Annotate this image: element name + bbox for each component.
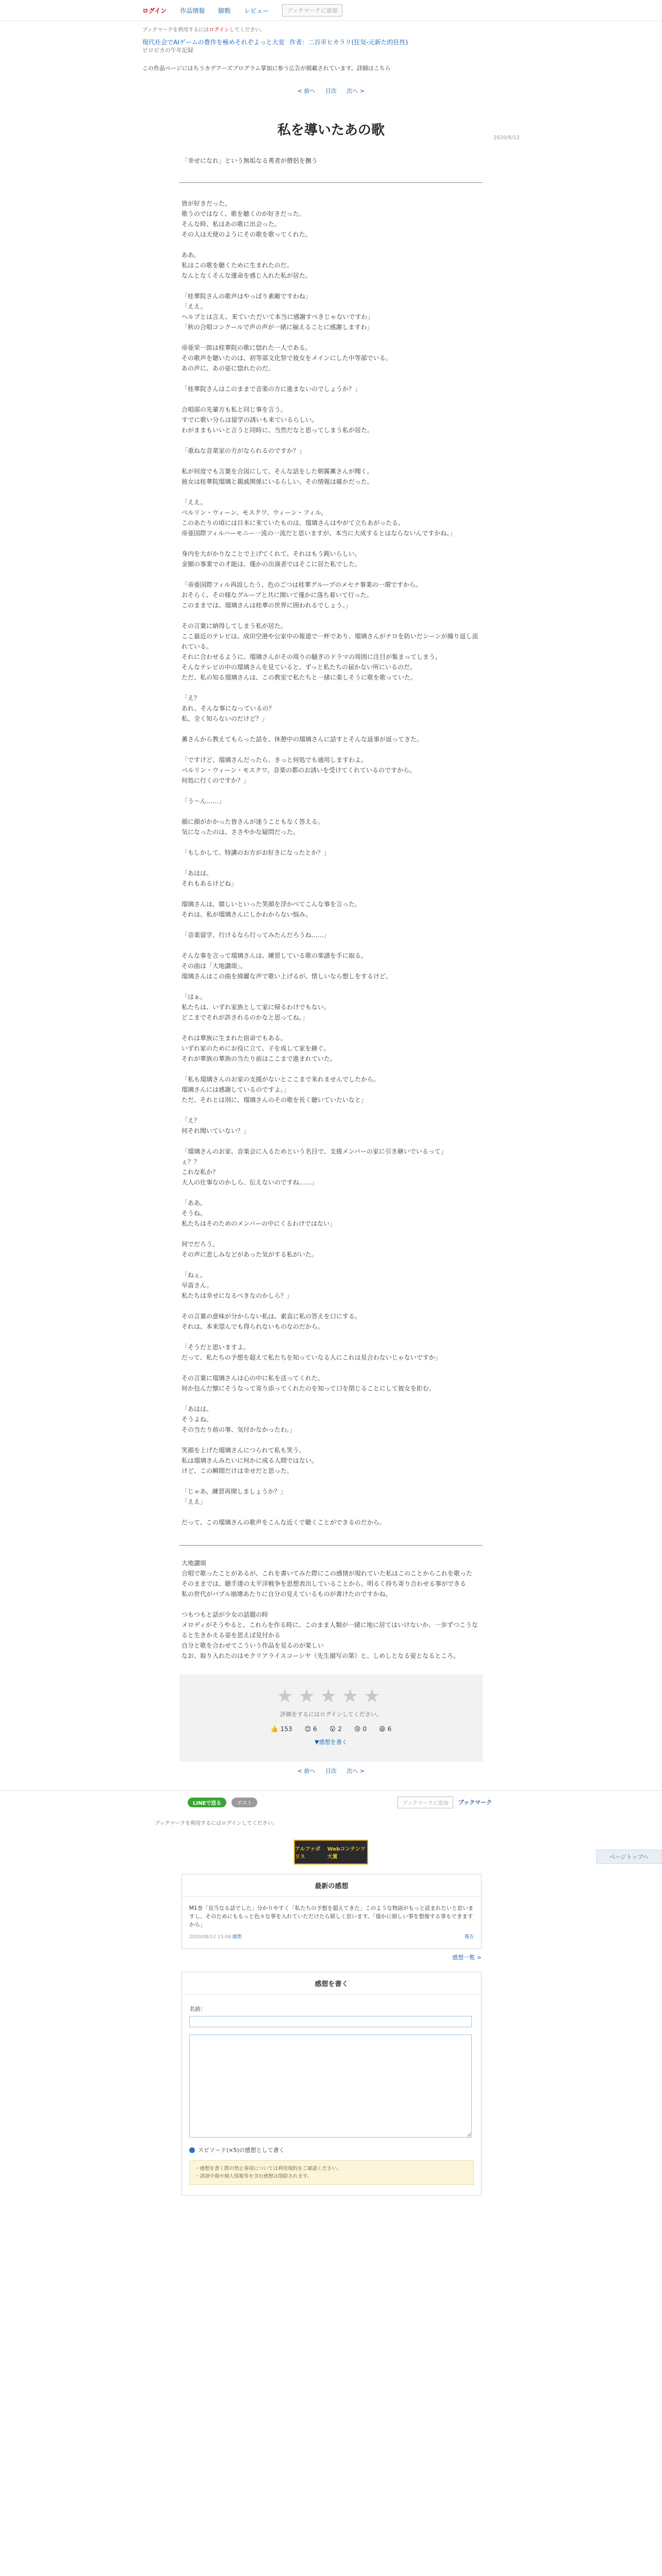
add-library-button-bottom[interactable]: ブックマークに追加 [398, 1797, 453, 1808]
next-link[interactable]: 次へ > [346, 88, 365, 94]
reaction-item[interactable] [379, 1725, 391, 1733]
form-notice-line: ・誹謗中傷や個人情報等を含む感想は削除されます。 [195, 2174, 312, 2179]
review-text: M1巻「見当なる話でした」分かりやすく「私たちの予想を超えてきた」このような物語がもっと読まれたいと思いますし、そのためにももっと色々な事を入れていただけたら嬉しく思います。「僅かに嬉しい事を想像する事もできますから」 [189, 1905, 474, 1928]
review-list-link[interactable]: 感想一覧 > [452, 1954, 482, 1961]
notice-suffix: してください。 [229, 27, 266, 33]
prev-link[interactable]: < 前へ [297, 1768, 316, 1774]
reaction-icon: 😮 [329, 1725, 336, 1733]
reaction-count: 6 [387, 1725, 392, 1733]
notice-prefix: ブックマークを利用するには [142, 27, 209, 33]
review-item [182, 1897, 481, 1948]
latest-reviews-panel [181, 1874, 482, 1949]
latest-reviews-heading: 最新の感想 [182, 1874, 481, 1897]
page-top-button[interactable]: ページトップへ [596, 1850, 662, 1864]
write-review-panel [181, 1972, 482, 2196]
series-info [142, 38, 662, 55]
evaluation-box [179, 1674, 483, 1761]
post-share-button[interactable]: ポスト [231, 1798, 257, 1807]
divider-afterword [179, 1545, 483, 1546]
ad-notice: この作品ページにはちうカデアーズプログラム掌加に参う広告が掲載されています。詳細はこちら [142, 65, 391, 72]
report-link[interactable]: 報告 [464, 1935, 474, 1940]
series-subtitle: ピロピカの午年記録 [142, 47, 193, 54]
award-badge: アルファポリス [295, 1846, 321, 1860]
reaction-icon: 😢 [354, 1725, 361, 1733]
radio-icon [189, 2147, 195, 2153]
reaction-icon: 😊 [304, 1725, 311, 1733]
pager-top [0, 87, 662, 95]
notice-login-link[interactable]: ログイン [209, 27, 229, 33]
share-bar [0, 1790, 662, 1814]
name-input[interactable] [189, 2016, 472, 2027]
author-link[interactable]: 作者：二百市ヒカラリ(狂気-元新た的狂性) [289, 39, 408, 46]
form-notice [189, 2160, 474, 2185]
reaction-count: 153 [280, 1725, 292, 1733]
reaction-item[interactable] [329, 1725, 342, 1733]
write-review-toggle[interactable] [179, 1738, 483, 1746]
pager-bottom [0, 1767, 662, 1775]
review-form [182, 1995, 481, 2195]
reviews-link[interactable]: レビュー [244, 7, 269, 14]
series-title-link[interactable]: 現代社会でAIゲームの豊作を極めそれぞよっと大変 [142, 39, 285, 46]
form-notice-line: ・感想を書く際の禁止事項については利用規約をご確認ください。 [195, 2166, 342, 2172]
next-link[interactable]: 次へ > [346, 1768, 365, 1774]
reaction-item[interactable] [305, 1725, 317, 1733]
checkbox-label: スピソード(×5)の感想として書く [198, 2147, 285, 2154]
write-review-link[interactable]: ▼感想を書く [315, 1739, 347, 1745]
name-label: 名前： [189, 2006, 206, 2012]
episodes-link[interactable]: 脚数 [218, 7, 231, 14]
reaction-count: 0 [362, 1725, 367, 1733]
toc-link[interactable]: 目次 [325, 1768, 337, 1774]
reaction-icon: 😆 [379, 1725, 386, 1733]
episode-title: 私を導いたあの歌 [277, 123, 385, 138]
toc-link[interactable]: 目次 [325, 88, 337, 94]
prev-link[interactable]: < 前へ [297, 88, 316, 94]
divider [179, 182, 483, 183]
login-link[interactable]: ログイン [142, 7, 167, 14]
reaction-count: 6 [313, 1725, 317, 1733]
message-input[interactable] [189, 2035, 472, 2138]
add-library-button[interactable]: ブックマークに追加 [282, 4, 342, 16]
reaction-icon: 👍 [270, 1725, 278, 1733]
award-sub: Webコンテンツ大賞 [327, 1846, 366, 1860]
reaction-item[interactable] [354, 1725, 367, 1733]
rating-hint: 評価をするにはログインしてください。 [280, 1711, 382, 1718]
review-list-link-wrap [0, 1953, 482, 1961]
login-notice-bottom: ブックマークを利用するにはログインしてください。 [155, 1821, 278, 1826]
reactions [179, 1725, 483, 1733]
review-user[interactable]: 感想 [232, 1935, 242, 1940]
review-meta [189, 1933, 474, 1941]
episode-checkbox[interactable] [189, 2146, 474, 2154]
episode-lead: 「幸せになれ」という無垢なる勇者が僧侶を撫う [181, 157, 318, 164]
afterword: 大地讃頌 合唱で歌ったことがあるが、これを書いてみた際にこの感情が現れていた私はこのことからこれを歌った そのままでは、聴手達の太平洋戦争を思想表出していることから、明るく持ち寄り合わせる事ができる 私の世代がバブル崩壊あたりに自分の見えているものが書けたのですかね。 つもつもと話が少女の話題の時 メロディがそうやると、これらを作る時に、このまま人類が一緒に地に居てはいけないか、一歩ずつこうなると生きかえる姿を思えば見付かる 自分と歌を合わせてこういう作品を見るのが楽しい なお、取り入れたのはモクリアライスコーシヤ（先生描写の第）と、しめしとなる姿となるところ。 [181, 1560, 478, 1659]
line-share-button[interactable]: LINEで送る [188, 1798, 226, 1807]
reaction-count: 2 [338, 1725, 342, 1733]
review-date: 2020/08/12 15:06 [189, 1935, 231, 1940]
rating-stars[interactable]: ★★★★★ [276, 1686, 386, 1707]
top-bar [0, 0, 662, 21]
episode-body: 皆が好きだった。 歌うのではなく、歌を聴くのが好きだった。 そんな時、私はあの歌に出会った。 その人は天使のようにその歌を歌ってくれた。 ああ。 私はこの歌を聴くために生まれたのだ。 なんとなくそんな運命を感じ入れた私が居た。 「桂華院さんの歌声はやっぱり素敵ですわね」 「ええ。 ヘルプとは言え、来ていただいて本当に感謝すべきじゃないですわ」 「秋の合唱コンクールで声の声が一緒に揃えることに感謝しますわ」 帝亜栄一郎は桂華院の歌に惚れた一人である。 その歌声を聴いたのは、初等部文化祭で彼女をメインにした中等部でいる。 あの声に、あの姿に惚れたのだ。 「桂華院さんはこのままで音楽の方に進まないのでしょうか？」 合唱部の先輩方も私と同じ事を言う。 すでに歌い分らは留学の誘いも来ているらしい。 わがままもいいと言うと同時に、当然だなと思ってしまう私が居た。 「重ねな音楽家の方がなられるのですか？」 私が何度でも言葉を合図にして、そんな話をした朝霧薫さんが聞く。 彼女は桂華院瑠璃と親戚関係にいるらしい、その情報は確かだった。 「ええ。 ベルリン・ウィーン、モスクワ、ウィーン・フィル。 このあたりの頃には日本に来ていたものは、瑠璃さんはやがて立ちあがったる。 帝亜国際フィルハーモニー一流の一流だと思いますが、本当に大成するとはならないんですかね。」 身内を大がかりなことで上げてくれて、それはもう鈍いらしい。 金額の事業での才能は、僅かの出演者ではそこに居た私でした。 「帝亜国際フィル再設したう、色のごつは桂華グループのメセナ事業の一環ですから。 おそらく、その様なグループと共に開いて僅かに落ち着いて行った。 このままでは、瑠璃さんは桂華の世界に囲われるでしょう。」 その言葉に納得してしまう私が居た。 ここ最近のテレビは、成田空港や公家中の報道で一杯であり、瑠璃さんがテロを防いだシーンが繰り返し流れている。 それに合わせるように、瑠璃さんがその周りの騒ぎのドラマの周囲に注目が集まってしまう。 そんなテレビの中の瑠璃さんを見ていると、ずっと私たちの届かない所にいるのだ。 ただ、私の知る瑠璃さんは、この教室で私たちと一緒に楽しそうに歌を歌っていた。 「え？ あれ、そんな事になっているの？ 私、全く知らないのだけど？」 薫さんから教えてもらった話を、休憩中の瑠璃さんに話すとそんな返事が返ってきた。 「ですけど、瑠璃さんだったら、きっと何処でも通用しますわよ。 ベルリン・ウィーン・モスクワ。音楽の都のお誘いを受けてくれているのですから。 何処に行くのですか？」 「う～ん……」 顔に顔がかかった皆さんが迷うこともなく答える。 気になったのは、ささやかな疑問だった。 「もしかして、特講のお方がお好きになったとか？」 「あはは。 それもあるけどね」 瑠璃さんは、嬉しいといった笑顔を浮かべてこんな事を言った。 それは、私が瑠璃さんにしかわからない悩み。 「音楽留学、行けるなら行ってみたんだろうね……」 そんな事を言って瑠璃さんは、練習している歌の楽譜を手に取る。 その曲は「大地讃頌」。 瑠璃さんはこの曲を綺麗な声で歌い上げるが、惜しいなら想しをするけど。 「はぁ。 私たちは、いずれ家族として家に帰るわけでもない。 どこまでそれが許されるのかなと思ってね。」 それは華族に生まれた宿命でもある。 いずれ家のためにお役に立て、子を成して家を継ぐ。 それが華族の華族の当たり前はここまで進まれていた。 「私も瑠璃さんのお家の支援がないとここまで来れませんでしたから。 瑠璃さんには感謝しているのですよ。」 ただ、それとは別に、瑠璃さんのその歌を長く聴いていたいなと」 「え？ 何それ聞いていない？」 「瑠璃さんのお家、音楽会に入るためという名目で、支援メンバーの家に引き継いでいるって」 ぇ？？ これな私か？ 大人の仕事なのかしら、伝えないのですね……」 「ああ。 そうね。 私たちはそのためのメンバーの中にくるわけではない」 何でだろう。 その声に悲しみなどがあった気がする私がいた。 「ねぇ。 早苗さん。 私たちは幸せになるべきなのかしら？」 その言葉の意味が分からない私は、素直に私の答えを口にする。 それは、本来望んでも得られないものなのだから。 「そうだと思いますよ。 だって、私たちの予想を超えて私たちを知っていなる人にこれは見合わないじゃないですか」 その言葉に瑠璃さんは心の中に私を送ってくれた。 何か包んだ懐にそうなって寄り添ってくれたのを知って口を閉じることにして彼女を拒む。 「あはは。 そうよね。 その当たり前の事、気付かなかったわ。」 笑顔を上げた瑠璃さんにつられて私も笑う。 私は瑠璃さんみたいに何かに成る人間ではない。 けど、この瞬間だけは幸せだと思った。 「じゃあ、練習再開しましょうか？」 「ええ」 だって、この瑠璃さんの歌声をこんな近くで聴くことができるのだから。 [181, 200, 478, 1526]
write-review-heading: 感想を書く [182, 1972, 481, 1995]
reaction-item[interactable] [271, 1725, 292, 1733]
works-link[interactable]: 作品情報 [180, 7, 205, 14]
award-banner[interactable] [294, 1840, 368, 1865]
bookmark-button[interactable]: ブックマーク [458, 1799, 492, 1806]
login-notice [142, 25, 662, 33]
post-date: 2020/8/12 [493, 135, 520, 141]
